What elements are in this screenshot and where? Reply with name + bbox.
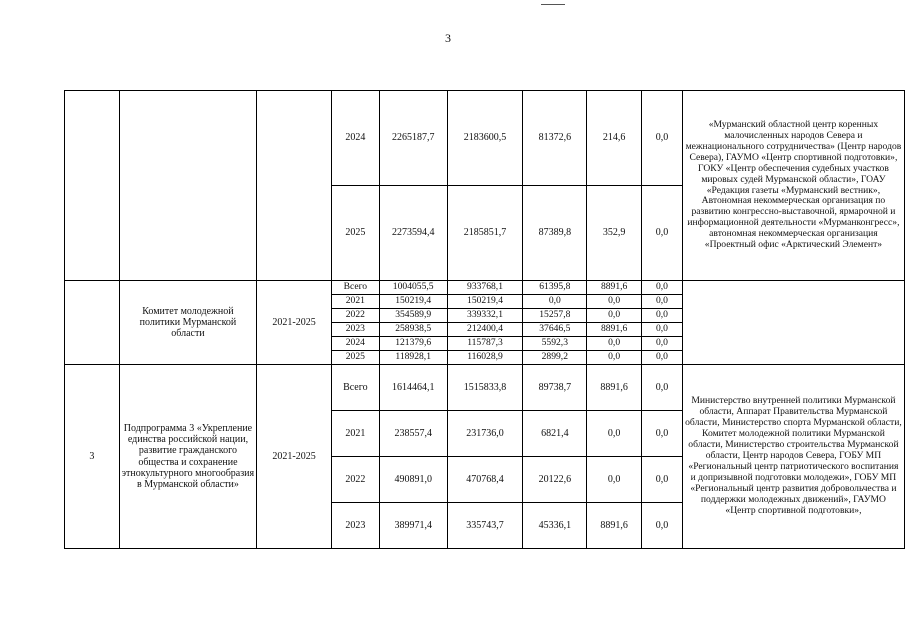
- regional-budget-cell: 335743,7: [447, 503, 523, 549]
- total-cell: 490891,0: [379, 457, 447, 503]
- federal-budget-cell: 87389,8: [523, 186, 587, 281]
- total-cell: 354589,9: [379, 309, 447, 323]
- budget-table: [64, 90, 905, 549]
- table-row: [65, 91, 905, 186]
- period-cell: 2021-2025: [257, 281, 332, 365]
- local-budget-cell: 8891,6: [587, 323, 642, 337]
- total-cell: 389971,4: [379, 503, 447, 549]
- year-cell: 2022: [331, 309, 379, 323]
- regional-budget-cell: 115787,3: [447, 337, 523, 351]
- total-cell: 238557,4: [379, 411, 447, 457]
- table-row: [65, 281, 905, 295]
- regional-budget-cell: 339332,1: [447, 309, 523, 323]
- federal-budget-cell: 37646,5: [523, 323, 587, 337]
- other-sources-cell: 0,0: [642, 91, 683, 186]
- year-cell: 2024: [331, 337, 379, 351]
- other-sources-cell: 0,0: [642, 503, 683, 549]
- other-sources-cell: 0,0: [642, 351, 683, 365]
- committee-name-cell: Комитет молодежной политики Мурманской области: [119, 281, 257, 365]
- period-cell: [257, 91, 332, 281]
- other-sources-cell: 0,0: [642, 309, 683, 323]
- other-sources-cell: 0,0: [642, 186, 683, 281]
- federal-budget-cell: 6821,4: [523, 411, 587, 457]
- row-number-cell: 3: [65, 365, 120, 549]
- federal-budget-cell: 5592,3: [523, 337, 587, 351]
- total-cell: 258938,5: [379, 323, 447, 337]
- row-number-cell: [65, 91, 120, 281]
- regional-budget-cell: 470768,4: [447, 457, 523, 503]
- other-sources-cell: 0,0: [642, 365, 683, 411]
- regional-budget-cell: 231736,0: [447, 411, 523, 457]
- subprogram-name-cell: Подпрограмма 3 «Укрепление единства российской нации, развитие гражданского общества и сохранение этнокультурного многообразия в Мурманской области»: [119, 365, 257, 549]
- year-cell: 2023: [331, 323, 379, 337]
- local-budget-cell: 8891,6: [587, 281, 642, 295]
- local-budget-cell: 0,0: [587, 295, 642, 309]
- regional-budget-cell: 933768,1: [447, 281, 523, 295]
- regional-budget-cell: 116028,9: [447, 351, 523, 365]
- top-edge-mark: [541, 4, 565, 5]
- federal-budget-cell: 0,0: [523, 295, 587, 309]
- program-name-cell: [119, 91, 257, 281]
- total-cell: 2273594,4: [379, 186, 447, 281]
- year-cell: Всего: [331, 281, 379, 295]
- local-budget-cell: 352,9: [587, 186, 642, 281]
- regional-budget-cell: 212400,4: [447, 323, 523, 337]
- federal-budget-cell: 2899,2: [523, 351, 587, 365]
- executors-cell: [682, 281, 904, 365]
- year-cell: 2025: [331, 186, 379, 281]
- other-sources-cell: 0,0: [642, 411, 683, 457]
- other-sources-cell: 0,0: [642, 337, 683, 351]
- local-budget-cell: 0,0: [587, 457, 642, 503]
- other-sources-cell: 0,0: [642, 323, 683, 337]
- local-budget-cell: 214,6: [587, 91, 642, 186]
- other-sources-cell: 0,0: [642, 281, 683, 295]
- regional-budget-cell: 150219,4: [447, 295, 523, 309]
- total-cell: 121379,6: [379, 337, 447, 351]
- total-cell: 1614464,1: [379, 365, 447, 411]
- regional-budget-cell: 2183600,5: [447, 91, 523, 186]
- year-cell: Всего: [331, 365, 379, 411]
- regional-budget-cell: 2185851,7: [447, 186, 523, 281]
- local-budget-cell: 8891,6: [587, 365, 642, 411]
- local-budget-cell: 0,0: [587, 351, 642, 365]
- local-budget-cell: 0,0: [587, 337, 642, 351]
- other-sources-cell: 0,0: [642, 295, 683, 309]
- total-cell: 118928,1: [379, 351, 447, 365]
- federal-budget-cell: 89738,7: [523, 365, 587, 411]
- federal-budget-cell: 81372,6: [523, 91, 587, 186]
- year-cell: 2025: [331, 351, 379, 365]
- total-cell: 2265187,7: [379, 91, 447, 186]
- executors-cell: Министерство внутренней политики Мурманской области, Аппарат Правительства Мурманской области, Министерство спорта Мурманской области, Комитет молодежной политики Мурманской области, Министерство строительства Мурманской области, Центр народов Севера, ГОБУ МП «Региональный центр патриотического воспитания и допризывной подготовки молодежи», ГОБУ МП «Региональный центр развития добровольчества и поддержки молодежных движений», ГАУМО «Центр спортивной подготовки»,: [682, 365, 904, 549]
- regional-budget-cell: 1515833,8: [447, 365, 523, 411]
- total-cell: 150219,4: [379, 295, 447, 309]
- executors-cell: «Мурманский областной центр коренных малочисленных народов Севера и межнационального сотрудничества» (Центр народов Севера), ГАУМО «Центр спортивной подготовки», ГОКУ «Центр обеспечения судебных участков мировых судей Мурманской области», ГОАУ «Редакция газеты «Мурманский вестник», Автономная некоммерческая организация по развитию конгрессно-выставочной, ярмарочной и информационной деятельности «Мурманконгресс», автономная некоммерческая организация «Проектный офис «Арктический Элемент»: [682, 91, 904, 281]
- page-number: 3: [445, 31, 451, 45]
- other-sources-cell: 0,0: [642, 457, 683, 503]
- period-cell: 2021-2025: [257, 365, 332, 549]
- total-cell: 1004055,5: [379, 281, 447, 295]
- year-cell: 2021: [331, 411, 379, 457]
- local-budget-cell: 8891,6: [587, 503, 642, 549]
- year-cell: 2023: [331, 503, 379, 549]
- row-number-cell: [65, 281, 120, 365]
- federal-budget-cell: 61395,8: [523, 281, 587, 295]
- local-budget-cell: 0,0: [587, 411, 642, 457]
- table-row: [65, 365, 905, 411]
- local-budget-cell: 0,0: [587, 309, 642, 323]
- federal-budget-cell: 15257,8: [523, 309, 587, 323]
- year-cell: 2022: [331, 457, 379, 503]
- year-cell: 2024: [331, 91, 379, 186]
- federal-budget-cell: 20122,6: [523, 457, 587, 503]
- year-cell: 2021: [331, 295, 379, 309]
- federal-budget-cell: 45336,1: [523, 503, 587, 549]
